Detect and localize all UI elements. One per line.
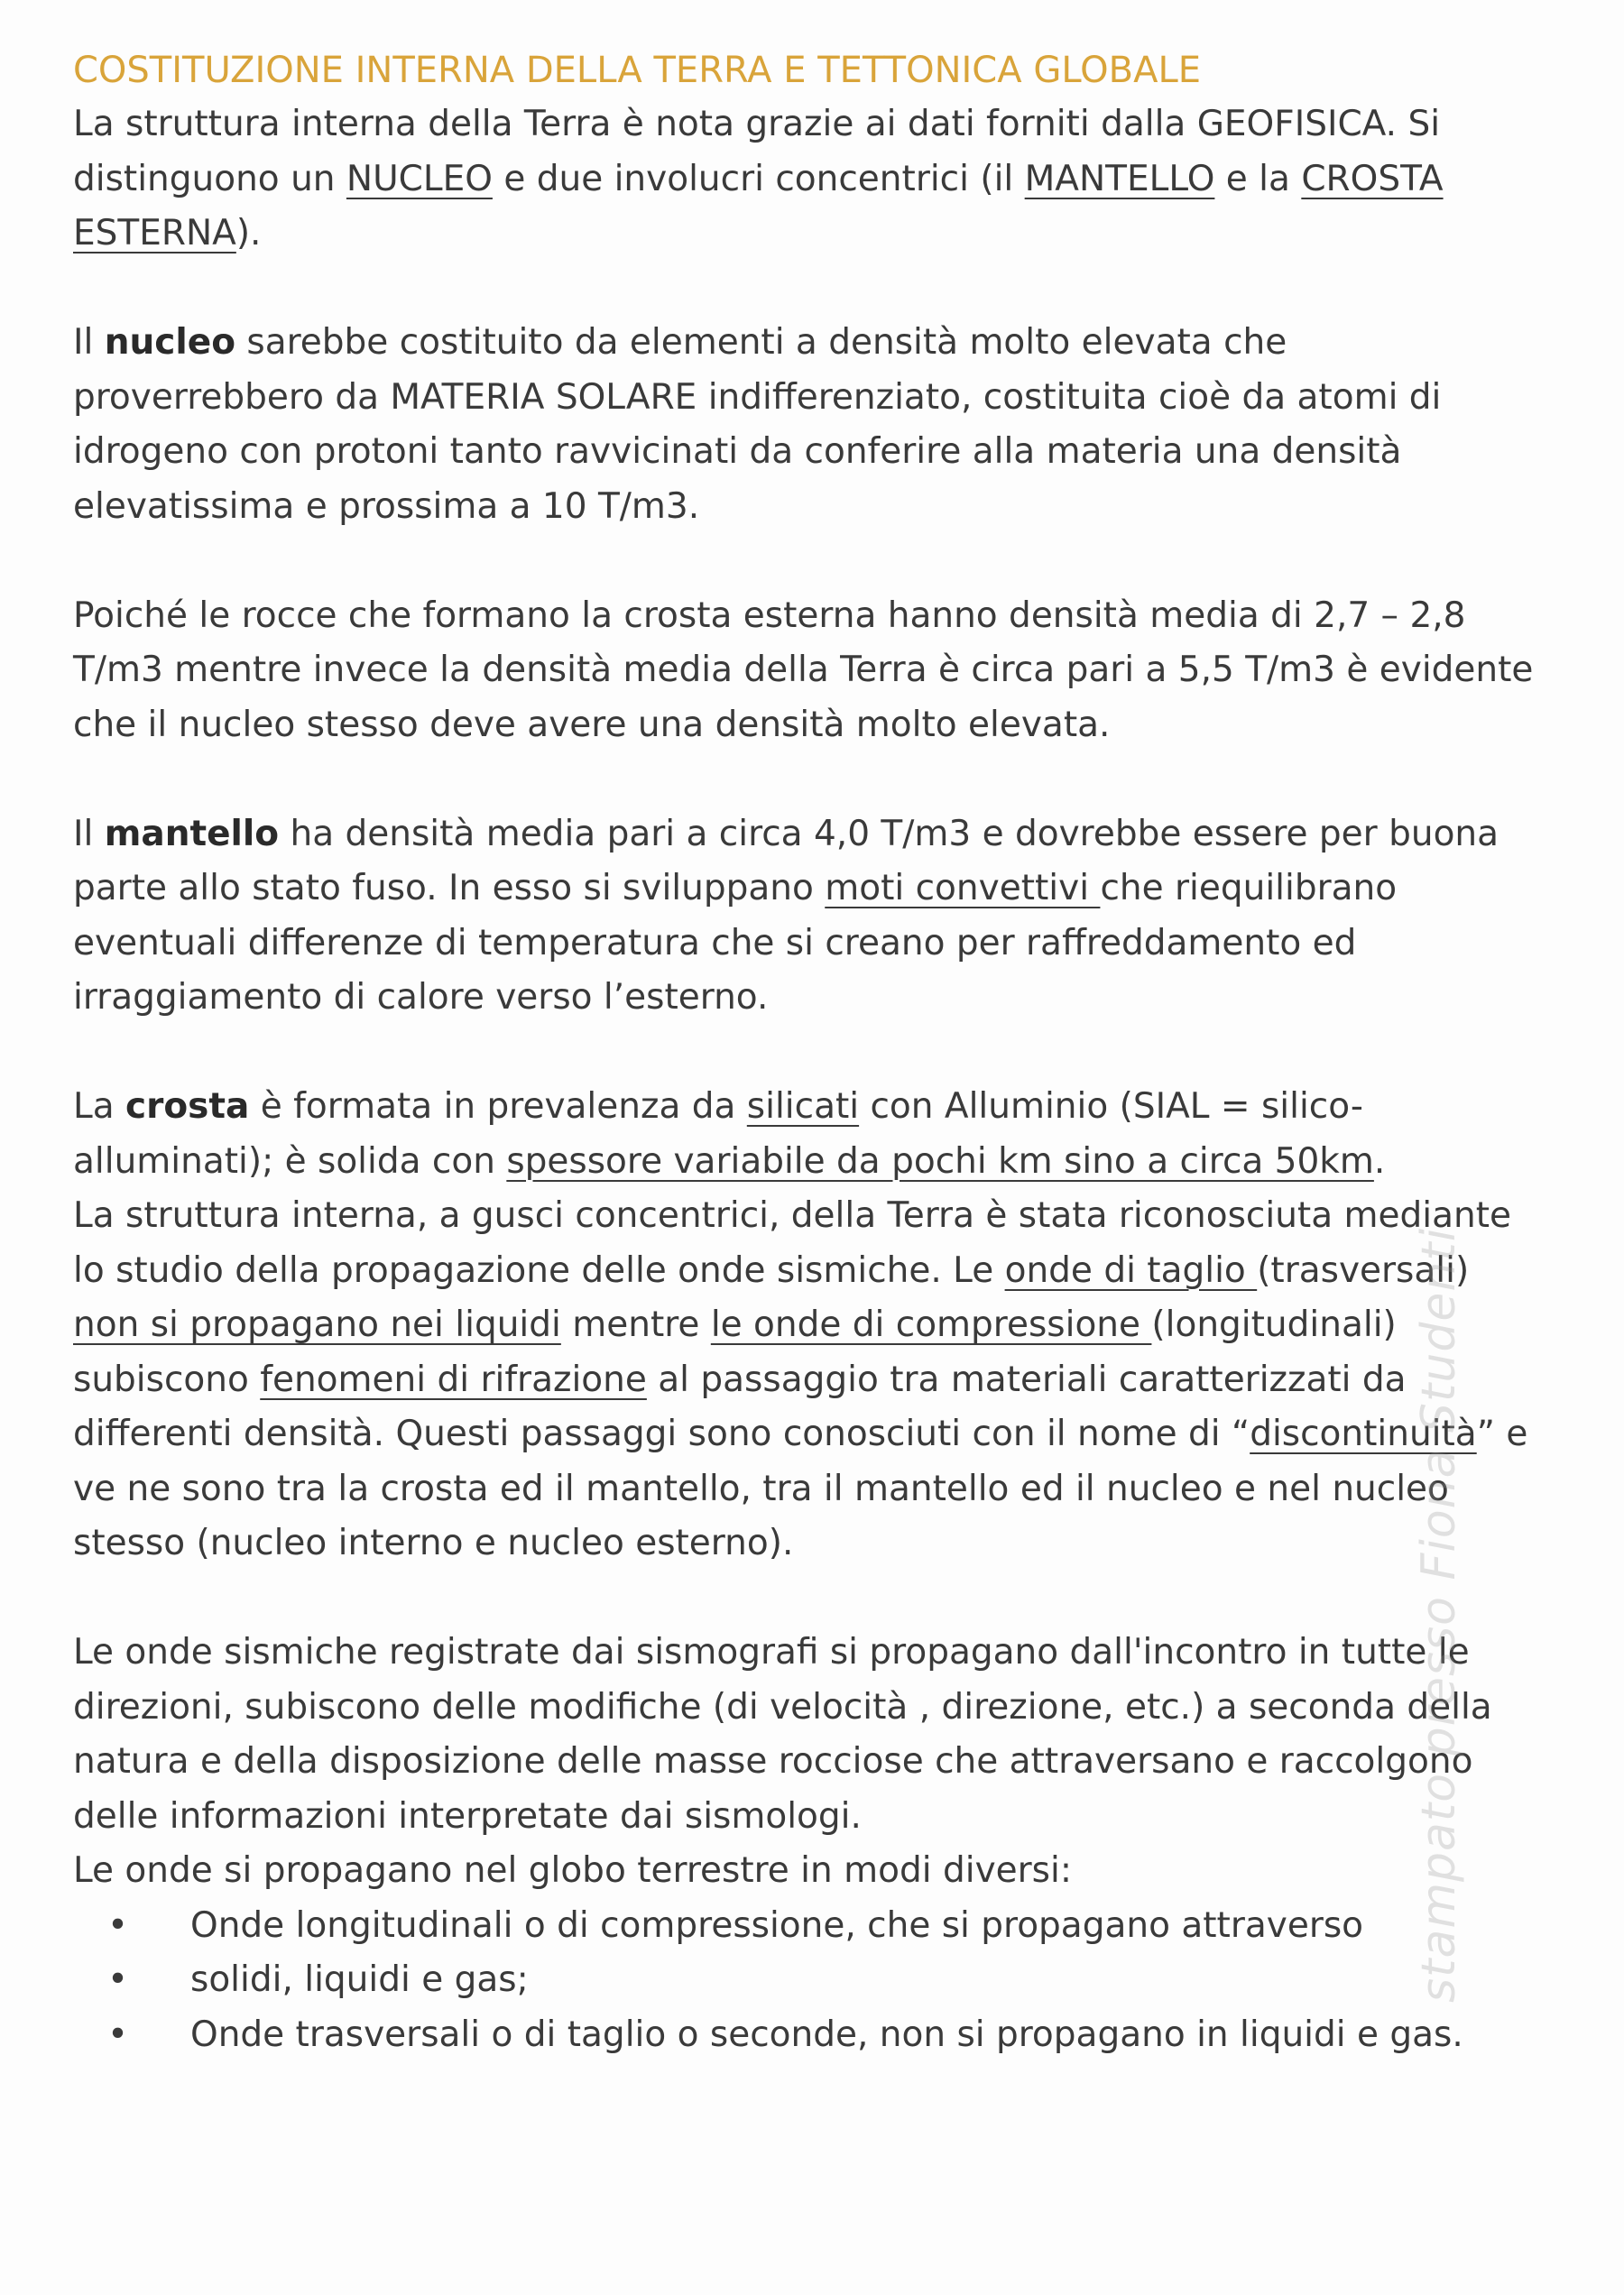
text-span: La xyxy=(73,1086,126,1127)
bold-crosta: crosta xyxy=(125,1086,250,1127)
list-item xyxy=(73,1953,1535,2008)
document-content xyxy=(73,43,1535,2062)
underlined-discontinuita: discontinuità xyxy=(1250,1414,1477,1454)
underlined-spessore: spessore variabile da pochi km sino a circa 50km xyxy=(506,1140,1374,1182)
bullet-list xyxy=(73,1899,1535,2063)
paragraph-nucleo xyxy=(73,316,1535,534)
bullet-icon: • xyxy=(107,2014,129,2055)
text-span: e la xyxy=(1214,158,1302,199)
underlined-silicati: silicati xyxy=(746,1086,860,1127)
text-span: ” e ve ne sono tra la crosta ed il mantello, tra il mantello ed il nucleo e nel nucleo stesso (nucleo interno e nucleo esterno). xyxy=(73,1414,1528,1563)
underlined-mantello: MANTELLO xyxy=(1024,158,1215,199)
list-item xyxy=(73,2008,1535,2063)
paragraph-gap xyxy=(73,534,1535,589)
bold-nucleo: nucleo xyxy=(104,322,235,363)
text-span: mentre xyxy=(560,1304,711,1345)
underlined-moti-convettivi: moti convettivi xyxy=(825,868,1101,908)
text-span: è formata in prevalenza da xyxy=(249,1086,747,1127)
watermark: stampato presso Fiona Studenti xyxy=(1412,1227,1466,2003)
text-span: La struttura interna della Terra è nota grazie ai dati forniti dalla GEOFISICA. Si distinguono un xyxy=(73,104,1441,199)
text-span: Il xyxy=(73,322,105,363)
text-span: ). xyxy=(235,213,262,253)
underlined-fenomeni-di-rifrazione: fenomeni di rifrazione xyxy=(260,1359,647,1400)
underlined-non-si-propagano: non si propagano nei liquidi xyxy=(73,1304,561,1345)
paragraph-onde: Le onde sismiche registrate dai sismografi si propagano dall'incontro in tutte le direzioni, subiscono delle modifiche (di velocità , direzione, etc.) a seconda della natura e della disposizione delle masse rocciose che attraversano e raccolgono delle informazioni interpretate dai sismologi. xyxy=(73,1632,1492,1837)
underlined-crosta-esterna: CROSTA ESTERNA xyxy=(73,158,1444,253)
paragraph-gap xyxy=(73,1571,1535,1627)
text-span: (trasversali) xyxy=(1257,1249,1470,1291)
paragraph-gap xyxy=(73,752,1535,807)
list-item-text: Onde longitudinali o di compressione, che si propagano attraverso xyxy=(190,1904,1364,1946)
paragraph-onde-list-intro: Le onde si propagano nel globo terrestre in modi diversi: xyxy=(73,1850,1072,1891)
bold-mantello: mantello xyxy=(104,813,280,854)
text-span: . xyxy=(1373,1140,1386,1182)
list-item xyxy=(73,1899,1535,1954)
list-item-text: solidi, liquidi e gas; xyxy=(190,1959,529,2000)
paragraph-densita: Poiché le rocce che formano la crosta esterna hanno densità media di 2,7 – 2,8 T/m3 mentre invece la densità media della Terra è circa pari a 5,5 T/m3 è evidente che il nucleo stesso deve avere una densità molto elevata. xyxy=(73,594,1534,745)
paragraph-gap xyxy=(73,262,1535,317)
document-title: COSTITUZIONE INTERNA DELLA TERRA E TETTONICA GLOBALE xyxy=(73,50,1202,91)
paragraph-intro xyxy=(73,97,1535,262)
underlined-nucleo: NUCLEO xyxy=(346,158,493,199)
text-span: e due involucri concentrici (il xyxy=(492,158,1025,199)
text-span: Il xyxy=(73,813,105,854)
paragraph-crosta xyxy=(73,1080,1535,1571)
bullet-icon: • xyxy=(107,1904,129,1946)
bullet-icon: • xyxy=(107,1959,129,2000)
text-span: al passaggio tra materiali caratterizzati da differenti densità. Questi passaggi sono conosciuti con il nome di “ xyxy=(73,1359,1407,1454)
paragraph-gap xyxy=(73,1026,1535,1081)
paragraph-mantello xyxy=(73,807,1535,1026)
text-span: La struttura interna, a gusci concentrici, della Terra è stata riconosciuta mediante lo studio della propagazione delle onde sismiche. Le xyxy=(73,1195,1511,1291)
text-span: che riequilibrano eventuali differenze di temperatura che si creano per raffreddamento ed irraggiamento di calore verso l’esterno. xyxy=(73,868,1398,1018)
underlined-onde-di-compressione: le onde di compressione xyxy=(710,1304,1152,1345)
text-span: ha densità media pari a circa 4,0 T/m3 e dovrebbe essere per buona parte allo stato fuso. In esso si sviluppano xyxy=(73,813,1499,908)
list-item-text: Onde trasversali o di taglio o seconde, non si propagano in liquidi e gas. xyxy=(190,2014,1463,2055)
text-span: sarebbe costituito da elementi a densità molto elevata che proverrebbero da MATERIA SOLARE indifferenziato, costituita cioè da atomi di idrogeno con protoni tanto ravvicinati da conferire alla materia una densità elevatissima e prossima a 10 T/m3. xyxy=(73,322,1442,527)
text-span: (longitudinali) subiscono xyxy=(73,1304,1397,1400)
underlined-onde-di-taglio: onde di taglio xyxy=(1004,1249,1258,1291)
text-span: con Alluminio (SIAL = silico-alluminati); è solida con xyxy=(73,1086,1363,1182)
